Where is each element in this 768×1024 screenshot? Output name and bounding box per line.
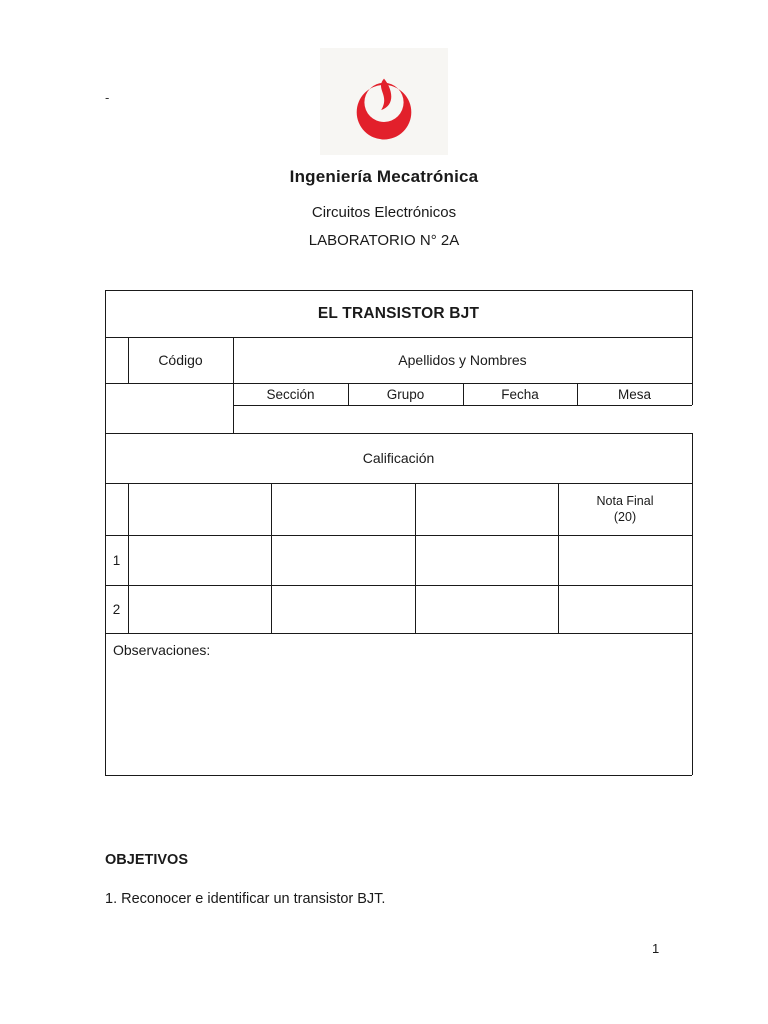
stray-dash: - xyxy=(105,90,110,105)
score-cell xyxy=(558,585,692,633)
apellidos-header: Apellidos y Nombres xyxy=(398,352,527,368)
page-number: 1 xyxy=(652,941,660,956)
calificacion-header: Calificación xyxy=(362,450,435,466)
nota-final-scale: (20) xyxy=(613,510,637,524)
objetivo-item-1: 1. Reconocer e identificar un transistor BJT. xyxy=(105,891,386,907)
grade-header-cell xyxy=(271,483,415,535)
score-cell xyxy=(271,585,415,633)
upc-flame-logo-icon xyxy=(346,73,422,143)
student-entry-area xyxy=(105,383,233,433)
program-title: Ingeniería Mecatrónica xyxy=(289,167,479,186)
row-number-1: 1 xyxy=(112,552,121,568)
score-cell xyxy=(558,535,692,585)
info-entry-row xyxy=(233,405,692,433)
score-cell xyxy=(128,535,271,585)
observaciones-box: Observaciones: xyxy=(113,642,211,658)
nota-final-label: Nota Final xyxy=(596,493,654,508)
score-cell xyxy=(271,535,415,585)
codigo-header: Código xyxy=(158,352,203,368)
objetivos-heading: OBJETIVOS xyxy=(105,852,188,868)
course-title: Circuitos Electrónicos xyxy=(311,203,457,221)
grade-header-cell xyxy=(415,483,558,535)
row-number-2: 2 xyxy=(112,601,121,617)
seccion-header: Sección xyxy=(266,386,315,402)
nota-final-header xyxy=(558,483,692,535)
score-cell xyxy=(415,535,558,585)
grade-header-cell xyxy=(128,483,271,535)
logo-block xyxy=(320,48,448,155)
grade-header-spacer xyxy=(105,483,128,535)
codigo-spacer-cell xyxy=(105,337,128,383)
mesa-header: Mesa xyxy=(617,386,651,402)
table-title: EL TRANSISTOR BJT xyxy=(317,304,480,322)
fecha-header: Fecha xyxy=(501,386,539,402)
score-cell xyxy=(415,585,558,633)
grupo-header: Grupo xyxy=(386,386,425,402)
lab-title: LABORATORIO N° 2A xyxy=(308,231,460,249)
score-cell xyxy=(128,585,271,633)
